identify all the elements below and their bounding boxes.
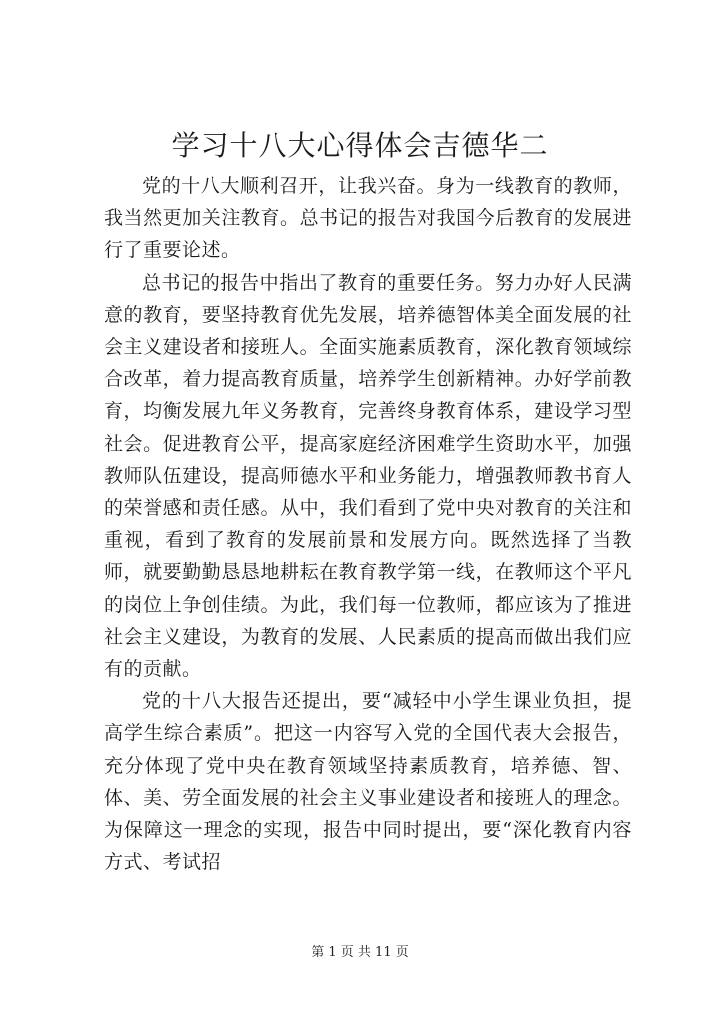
paragraph-3: 党的十八大报告还提出，要“减轻中小学生课业负担，提高学生综合素质”。把这一内容写入党的全国代表大会报告，充分体现了党中央在教育领域坚持素质教育，培养德、智、体、美、劳全面发展的社会主义事业建设者和接班人的理念。为保障这一理念的实现，报告中同时提出，要“深化教育内容方式、考试招: [104, 690, 632, 874]
paragraph-2: 总书记的报告中指出了教育的重要任务。努力办好人民满意的教育，要坚持教育优先发展，培养德智体美全面发展的社会主义建设者和接班人。全面实施素质教育，深化教育领域综合改革，着力提高教育质量，培养学生创新精神。办好学前教育，均衡发展九年义务教育，完善终身教育体系，建设学习型社会。促进教育公平，提高家庭经济困难学生资助水平，加强教师队伍建设，提高师德水平和业务能力，增强教师教书育人的荣誉感和责任感。从中，我们看到了党中央对教育的关注和重视，看到了教育的发展前景和发展方向。既然选择了当教师，就要勤勤恳恳地耕耘在教育教学第一线，在教师这个平凡的岗位上争创佳绩。为此，我们每一位教师，都应该为了推进社会主义建设，为教育的发展、人民素质的提高而做出我们应有的贡献。: [104, 271, 632, 681]
document-body: [104, 170, 632, 878]
paragraph-1: 党的十八大顺利召开，让我兴奋。身为一线教育的教师，我当然更加关注教育。总书记的报告对我国今后教育的发展进行了重要论述。: [104, 175, 632, 262]
document-title: 学习十八大心得体会吉德华二: [171, 129, 549, 162]
page-number-footer: 第 1 页 共 11 页: [311, 945, 409, 960]
